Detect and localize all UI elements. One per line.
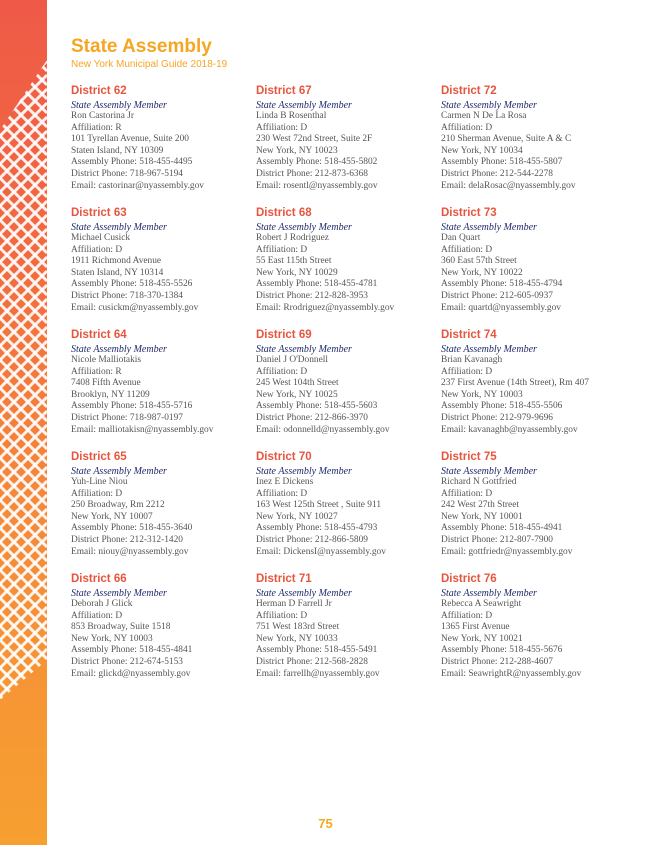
lattice-line: [0, 509, 47, 556]
district-phone: District Phone: 212-866-5809: [256, 534, 368, 545]
assembly-phone: Assembly Phone: 518-455-4941: [441, 523, 563, 534]
member-entry: [441, 85, 641, 207]
member-name: Deborah J Glick: [71, 599, 133, 609]
member-email: Email: glickd@nyassembly.gov: [71, 668, 191, 679]
member-entry: [71, 451, 256, 573]
address-line-2: New York, NY 10022: [441, 267, 523, 278]
district-heading: District 68: [256, 207, 312, 219]
address-line-2: New York, NY 10025: [256, 389, 338, 400]
address-line-2: New York, NY 10001: [441, 511, 523, 522]
lattice-line: [0, 75, 47, 122]
lattice-line: [0, 766, 47, 813]
lattice-line: [0, 607, 47, 654]
member-email: Email: farrellh@nyassembly.gov: [256, 668, 380, 679]
lattice-line: [0, 579, 47, 626]
member-role: State Assembly Member: [441, 222, 537, 233]
member-name: Yuh-Line Niou: [71, 477, 128, 487]
lattice-line: [0, 565, 47, 612]
address-line-1: 101 Tyrellan Avenue, Suite 200: [71, 134, 189, 145]
district-heading: District 76: [441, 573, 497, 585]
district-phone: District Phone: 212-605-0937: [441, 290, 553, 301]
lattice-line: [0, 80, 47, 127]
address-line-1: 360 East 57th Street: [441, 256, 517, 267]
lattice-pattern: [0, 0, 47, 845]
member-name: Ron Castorina Jr: [71, 111, 135, 121]
lattice-line: [0, 691, 47, 738]
member-role: State Assembly Member: [71, 344, 167, 355]
district-heading: District 67: [256, 85, 312, 97]
address-line-1: 7408 Fifth Avenue: [71, 378, 141, 389]
member-affiliation: Affiliation: D: [71, 610, 123, 621]
lattice-line: [0, 66, 47, 113]
member-name: Michael Cusick: [71, 233, 131, 243]
member-entry: [256, 573, 441, 695]
address-line-2: New York, NY 10029: [256, 267, 338, 278]
lattice-line: [0, 635, 47, 682]
lattice-line: [0, 24, 47, 71]
address-line-2: Staten Island, NY 10309: [71, 145, 164, 156]
lattice-line: [0, 108, 47, 155]
member-email: Email: cusickm@nyassembly.gov: [71, 302, 199, 313]
district-phone: District Phone: 212-807-7900: [441, 534, 553, 545]
district-heading: District 73: [441, 207, 497, 219]
member-role: State Assembly Member: [71, 222, 167, 233]
member-email: Email: rosentl@nyassembly.gov: [256, 180, 378, 191]
member-name: Daniel J O'Donnell: [256, 355, 328, 365]
lattice-line: [0, 229, 47, 276]
district-phone: District Phone: 718-967-5194: [71, 168, 183, 179]
district-phone: District Phone: 212-866-3970: [256, 412, 368, 423]
assembly-phone: Assembly Phone: 518-455-4495: [71, 157, 193, 168]
district-heading: District 66: [71, 573, 127, 585]
district-heading: District 74: [441, 329, 497, 341]
member-entry: [71, 85, 256, 207]
lattice-line: [0, 257, 47, 304]
lattice-line: [0, 733, 47, 780]
member-role: State Assembly Member: [256, 222, 352, 233]
lattice-line: [0, 0, 47, 1]
lattice-line: [0, 495, 47, 542]
district-heading: District 75: [441, 451, 497, 463]
lattice-line: [0, 187, 47, 234]
assembly-phone: Assembly Phone: 518-455-5716: [71, 401, 193, 412]
member-entry: [256, 85, 441, 207]
district-heading: District 62: [71, 85, 127, 97]
address-line-2: Brooklyn, NY 11209: [71, 389, 150, 400]
lattice-line: [0, 663, 47, 710]
assembly-phone: Assembly Phone: 518-455-5491: [256, 645, 378, 656]
lattice-line: [0, 481, 47, 528]
member-affiliation: Affiliation: D: [256, 122, 308, 133]
district-phone: District Phone: 718-987-0197: [71, 412, 183, 423]
district-phone: District Phone: 212-312-1420: [71, 534, 183, 545]
lattice-line: [0, 593, 47, 640]
page-number: 75: [318, 816, 333, 831]
assembly-phone: Assembly Phone: 518-455-5807: [441, 157, 563, 168]
assembly-phone: Assembly Phone: 518-455-5603: [256, 401, 378, 412]
address-line-2: New York, NY 10023: [256, 145, 338, 156]
assembly-phone: Assembly Phone: 518-455-4781: [256, 279, 378, 290]
district-phone: District Phone: 718-370-1384: [71, 290, 183, 301]
address-line-1: 55 East 115th Street: [256, 256, 332, 267]
decorative-side-band: [0, 0, 47, 845]
member-email: Email: malliotakisn@nyassembly.gov: [71, 424, 214, 435]
district-phone: District Phone: 212-288-4607: [441, 656, 553, 667]
lattice-line: [0, 724, 47, 771]
lattice-line: [0, 61, 47, 108]
member-entry: [441, 329, 641, 451]
lattice-line: [0, 537, 47, 584]
lattice-line: [0, 47, 47, 94]
district-heading: District 63: [71, 207, 127, 219]
member-email: Email: odonnelld@nyassembly.gov: [256, 424, 390, 435]
district-heading: District 64: [71, 329, 127, 341]
lattice-line: [0, 453, 47, 500]
lattice-line: [0, 131, 47, 178]
address-line-2: New York, NY 10007: [71, 511, 153, 522]
district-phone: District Phone: 212-873-6368: [256, 168, 368, 179]
member-affiliation: Affiliation: D: [256, 610, 308, 621]
member-affiliation: Affiliation: D: [441, 610, 493, 621]
lattice-line: [0, 551, 47, 598]
district-phone: District Phone: 212-674-5153: [71, 656, 183, 667]
member-email: Email: DickensI@nyassembly.gov: [256, 546, 386, 557]
lattice-line: [0, 369, 47, 416]
lattice-line: [0, 117, 47, 164]
district-phone: District Phone: 212-979-9696: [441, 412, 553, 423]
address-line-2: New York, NY 10021: [441, 633, 523, 644]
member-affiliation: Affiliation: R: [71, 366, 122, 377]
address-line-1: 250 Broadway, Rm 2212: [71, 500, 165, 511]
lattice-line: [0, 411, 47, 458]
district-heading: District 65: [71, 451, 127, 463]
member-role: State Assembly Member: [256, 588, 352, 599]
address-line-2: Staten Island, NY 10314: [71, 267, 164, 278]
member-directory: [71, 85, 641, 695]
member-email: Email: castorinar@nyassembly.gov: [71, 180, 204, 191]
address-line-2: New York, NY 10003: [71, 633, 153, 644]
member-entry: [256, 207, 441, 329]
lattice-line: [0, 173, 47, 220]
member-affiliation: Affiliation: D: [441, 488, 493, 499]
member-email: Email: Rrodriguez@nyassembly.gov: [256, 302, 395, 313]
lattice-line: [0, 425, 47, 472]
lattice-line: [0, 831, 47, 845]
lattice-line: [0, 271, 47, 318]
member-affiliation: Affiliation: D: [441, 122, 493, 133]
district-heading: District 72: [441, 85, 497, 97]
member-role: State Assembly Member: [441, 588, 537, 599]
lattice-line: [0, 52, 47, 99]
member-email: Email: gottfriedr@nyassembly.gov: [441, 546, 573, 557]
member-name: Nicole Malliotakis: [71, 355, 142, 365]
member-name: Rebecca A Seawright: [441, 599, 522, 609]
member-email: Email: niouy@nyassembly.gov: [71, 546, 189, 557]
member-entry: [71, 329, 256, 451]
assembly-phone: Assembly Phone: 518-455-4841: [71, 645, 193, 656]
member-role: State Assembly Member: [441, 344, 537, 355]
member-entry: [71, 573, 256, 695]
member-name: Herman D Farrell Jr: [256, 599, 332, 609]
member-role: State Assembly Member: [256, 344, 352, 355]
address-line-1: 242 West 27th Street: [441, 500, 519, 511]
address-line-1: 237 First Avenue (14th Street), Rm 407: [441, 378, 589, 389]
lattice-line: [0, 145, 47, 192]
lattice-line: [0, 38, 47, 85]
member-role: State Assembly Member: [441, 466, 537, 477]
member-email: Email: SeawrightR@nyassembly.gov: [441, 668, 582, 679]
member-role: State Assembly Member: [71, 466, 167, 477]
lattice-line: [0, 313, 47, 360]
address-line-1: 1911 Richmond Avenue: [71, 256, 162, 267]
member-name: Robert J Rodriguez: [256, 233, 329, 243]
lattice-line: [0, 89, 47, 136]
page-header: [71, 36, 227, 71]
member-affiliation: Affiliation: D: [71, 244, 123, 255]
member-role: State Assembly Member: [441, 100, 537, 111]
district-heading: District 70: [256, 451, 312, 463]
member-name: Carmen N De La Rosa: [441, 111, 527, 121]
lattice-line: [0, 0, 47, 43]
page-title: State Assembly: [71, 36, 212, 57]
lattice-line: [0, 243, 47, 290]
assembly-phone: Assembly Phone: 518-455-4793: [256, 523, 378, 534]
lattice-line: [0, 836, 47, 845]
member-name: Linda B Rosenthal: [256, 111, 327, 121]
lattice-line: [0, 215, 47, 262]
member-role: State Assembly Member: [256, 100, 352, 111]
address-line-1: 1365 First Avenue: [441, 622, 510, 633]
lattice-line: [0, 738, 47, 785]
lattice-line: [0, 201, 47, 248]
lattice-line: [0, 747, 47, 794]
member-affiliation: Affiliation: D: [71, 488, 123, 499]
address-line-1: 210 Sherman Avenue, Suite A & C: [441, 134, 572, 145]
member-entry: [256, 451, 441, 573]
assembly-phone: Assembly Phone: 518-455-4794: [441, 279, 563, 290]
lattice-line: [0, 719, 47, 766]
assembly-phone: Assembly Phone: 518-455-5802: [256, 157, 378, 168]
member-name: Richard N Gottfried: [441, 477, 517, 487]
address-line-1: 751 West 183rd Street: [256, 622, 340, 633]
address-line-2: New York, NY 10027: [256, 511, 338, 522]
assembly-phone: Assembly Phone: 518-455-5526: [71, 279, 193, 290]
lattice-line: [0, 0, 47, 29]
district-heading: District 69: [256, 329, 312, 341]
lattice-line: [0, 649, 47, 696]
address-line-1: 163 West 125th Street , Suite 911: [256, 500, 382, 511]
page-subtitle: New York Municipal Guide 2018-19: [71, 59, 228, 70]
lattice-line: [0, 752, 47, 799]
lattice-line: [0, 0, 47, 24]
lattice-line: [0, 696, 47, 743]
lattice-line: [0, 523, 47, 570]
district-phone: District Phone: 212-568-2828: [256, 656, 368, 667]
lattice-line: [0, 710, 47, 757]
member-name: Brian Kavanagh: [441, 355, 503, 365]
assembly-phone: Assembly Phone: 518-455-5676: [441, 645, 563, 656]
assembly-phone: Assembly Phone: 518-455-3640: [71, 523, 193, 534]
member-name: Dan Quart: [441, 233, 481, 243]
lattice-line: [0, 299, 47, 346]
lattice-line: [0, 621, 47, 668]
address-line-2: New York, NY 10033: [256, 633, 338, 644]
member-affiliation: Affiliation: R: [71, 122, 122, 133]
lattice-line: [0, 341, 47, 388]
member-email: Email: delaRosac@nyassembly.gov: [441, 180, 576, 191]
district-phone: District Phone: 212-544-2278: [441, 168, 553, 179]
address-line-1: 245 West 104th Street: [256, 378, 339, 389]
member-affiliation: Affiliation: D: [441, 366, 493, 377]
lattice-line: [0, 761, 47, 808]
assembly-phone: Assembly Phone: 518-455-5506: [441, 401, 563, 412]
lattice-line: [0, 159, 47, 206]
district-heading: District 71: [256, 573, 312, 585]
lattice-line: [0, 439, 47, 486]
member-role: State Assembly Member: [256, 466, 352, 477]
member-affiliation: Affiliation: D: [441, 244, 493, 255]
lattice-line: [0, 677, 47, 724]
district-phone: District Phone: 212-828-3953: [256, 290, 368, 301]
lattice-line: [0, 705, 47, 752]
member-entry: [441, 573, 641, 695]
lattice-line: [0, 285, 47, 332]
member-affiliation: Affiliation: D: [256, 366, 308, 377]
member-role: State Assembly Member: [71, 588, 167, 599]
member-email: Email: quartd@nyassembly.gov: [441, 302, 561, 313]
lattice-line: [0, 10, 47, 57]
member-role: State Assembly Member: [71, 100, 167, 111]
lattice-line: [0, 94, 47, 141]
member-email: Email: kavanaghb@nyassembly.gov: [441, 424, 578, 435]
address-line-2: New York, NY 10003: [441, 389, 523, 400]
lattice-line: [0, 775, 47, 822]
member-entry: [71, 207, 256, 329]
lattice-line: [0, 327, 47, 374]
address-line-1: 853 Broadway, Suite 1518: [71, 622, 171, 633]
member-entry: [441, 207, 641, 329]
member-name: Inez E Dickens: [256, 477, 314, 487]
lattice-line: [0, 383, 47, 430]
lattice-line: [0, 0, 47, 38]
lattice-line: [0, 397, 47, 444]
address-line-1: 230 West 72nd Street, Suite 2F: [256, 134, 373, 145]
lattice-line: [0, 33, 47, 80]
member-entry: [441, 451, 641, 573]
lattice-line: [0, 19, 47, 66]
member-entry: [256, 329, 441, 451]
address-line-2: New York, NY 10034: [441, 145, 523, 156]
lattice-line: [0, 355, 47, 402]
lattice-line: [0, 0, 47, 10]
member-affiliation: Affiliation: D: [256, 244, 308, 255]
member-affiliation: Affiliation: D: [256, 488, 308, 499]
lattice-line: [0, 103, 47, 150]
lattice-line: [0, 5, 47, 52]
lattice-line: [0, 467, 47, 514]
lattice-line: [0, 0, 47, 15]
